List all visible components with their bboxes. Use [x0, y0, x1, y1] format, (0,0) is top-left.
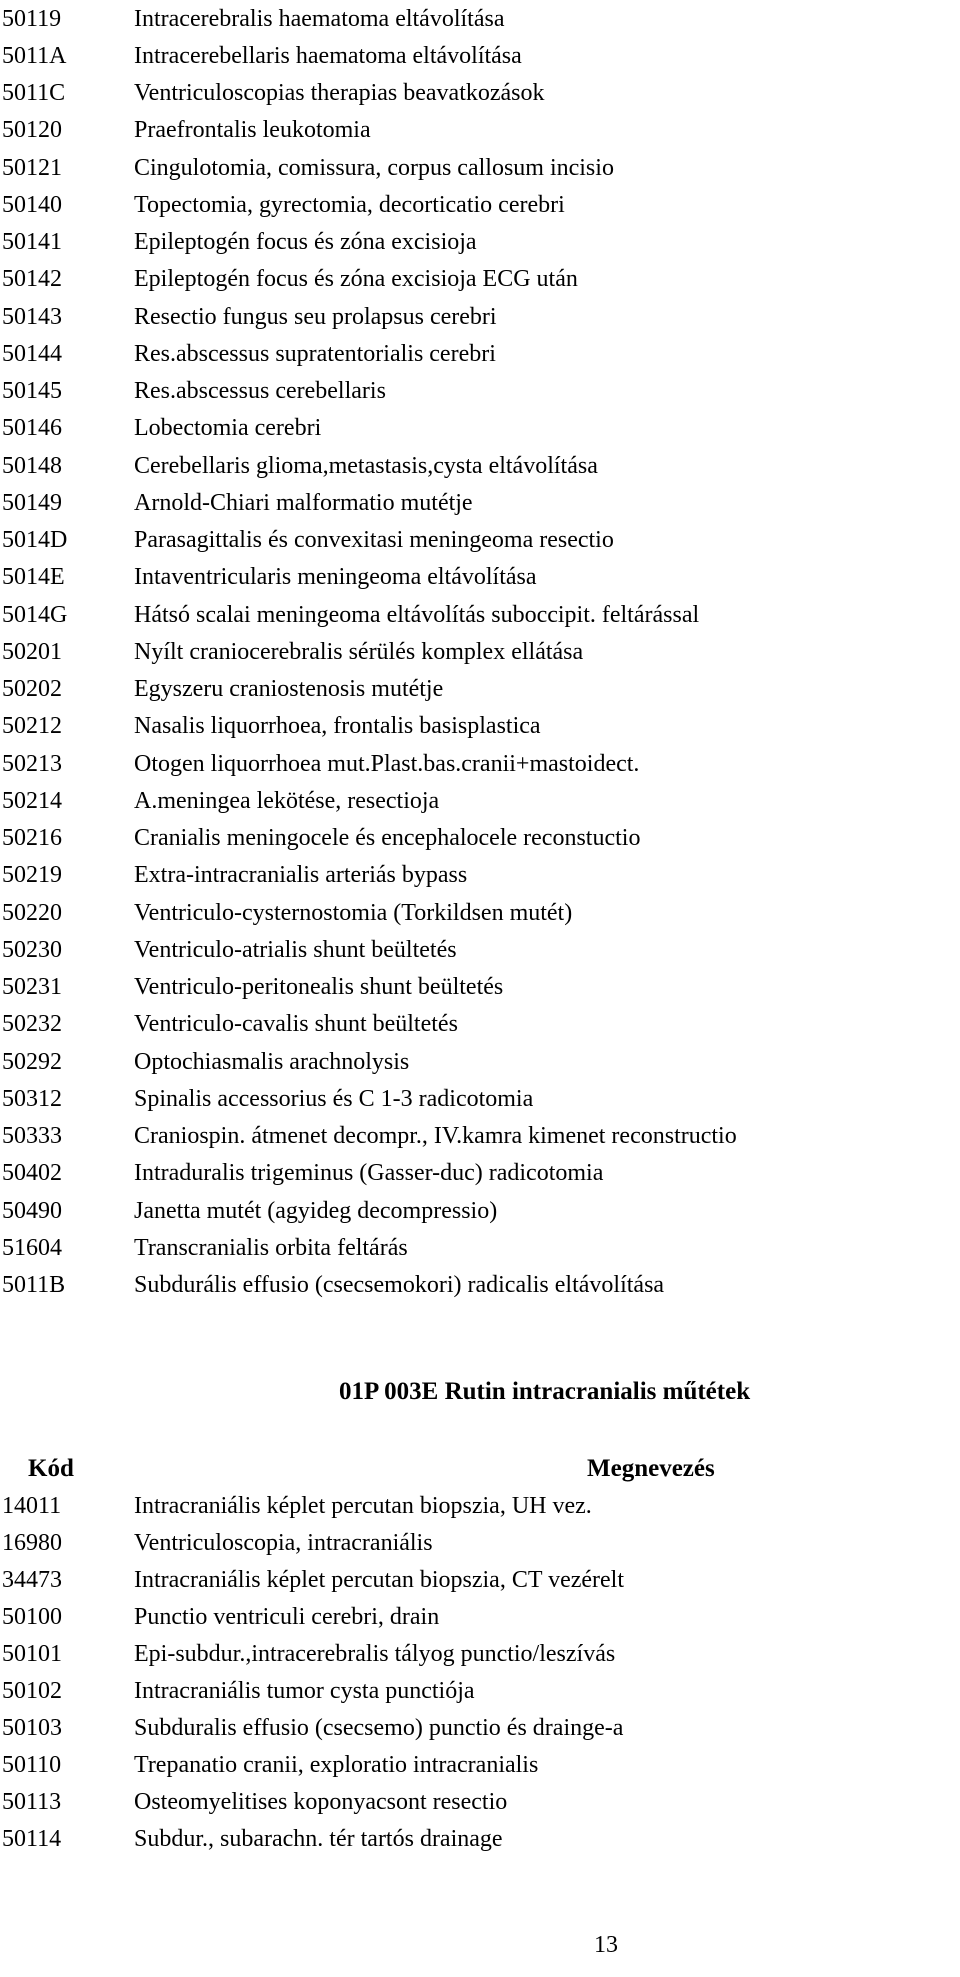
- procedure-name: Topectomia, gyrectomia, decorticatio cerebri: [134, 191, 565, 218]
- procedure-code: 5014G: [2, 601, 68, 628]
- procedure-name: Optochiasmalis arachnolysis: [134, 1048, 410, 1075]
- procedure-name: Res.abscessus cerebellaris: [134, 378, 386, 405]
- table-row: [0, 596, 737, 633]
- procedure-name: Nyílt craniocerebralis sérülés komplex ellátása: [134, 638, 584, 665]
- procedure-code: 50232: [2, 1011, 62, 1038]
- procedure-name: Nasalis liquorrhoea, frontalis basisplastica: [134, 713, 541, 740]
- procedure-name: Epi-subdur.,intracerebralis tályog punctio/leszívás: [134, 1640, 616, 1667]
- procedure-code: 50143: [2, 303, 62, 330]
- procedure-name: Craniospin. átmenet decompr., IV.kamra kimenet reconstructio: [134, 1123, 737, 1150]
- procedure-code: 50121: [2, 154, 62, 181]
- procedure-name: Extra-intracranialis arteriás bypass: [134, 862, 468, 889]
- procedure-name: Ventriculo-atrialis shunt beültetés: [134, 936, 457, 963]
- procedure-code: 50140: [2, 191, 62, 218]
- procedure-code: 50103: [2, 1715, 62, 1742]
- table-row: [0, 1006, 737, 1043]
- table-row: [0, 1043, 737, 1080]
- procedure-code: 5014D: [2, 527, 68, 554]
- procedure-name: Hátsó scalai meningeoma eltávolítás suboccipit. feltárással: [134, 601, 700, 628]
- procedure-name: Ventriculo-peritonealis shunt beültetés: [134, 974, 504, 1001]
- procedure-code: 50102: [2, 1678, 62, 1705]
- procedure-name: Punctio ventriculi cerebri, drain: [134, 1603, 440, 1630]
- table-row: [0, 708, 737, 745]
- procedure-code: 50110: [2, 1752, 62, 1779]
- table-row: [0, 410, 737, 447]
- table-row: [0, 1710, 624, 1747]
- procedure-name: Osteomyelitises koponyacsont resectio: [134, 1789, 508, 1816]
- procedure-name: Subduralis effusio (csecsemo) punctio és drainge-a: [134, 1715, 624, 1742]
- table-row: [0, 1155, 737, 1192]
- procedure-name: Subdur., subarachn. tér tartós drainage: [134, 1826, 503, 1853]
- procedure-code: 50292: [2, 1048, 62, 1075]
- table-row: [0, 1635, 624, 1672]
- procedure-name: Intracerebralis haematoma eltávolítása: [134, 5, 505, 32]
- procedure-name: Janetta mutét (agyideg decompressio): [134, 1197, 498, 1224]
- table-row: [0, 1784, 624, 1821]
- table-row: [0, 261, 737, 298]
- table-row: [0, 1118, 737, 1155]
- procedure-code: 50119: [2, 5, 62, 32]
- procedure-list-bottom: [0, 1487, 624, 1858]
- procedure-name: Transcranialis orbita feltárás: [134, 1234, 408, 1261]
- table-row: [0, 1229, 737, 1266]
- column-header-name: Megnevezés: [587, 1455, 715, 1482]
- table-row: [0, 969, 737, 1006]
- procedure-name: Trepanatio cranii, exploratio intracranialis: [134, 1752, 539, 1779]
- table-row: [0, 186, 737, 223]
- procedure-name: Egyszeru craniostenosis mutétje: [134, 676, 444, 703]
- table-row: [0, 931, 737, 968]
- procedure-name: Intracraniális képlet percutan biopszia, CT vezérelt: [134, 1566, 625, 1593]
- procedure-name: Arnold-Chiari malformatio mutétje: [134, 489, 473, 516]
- table-row: [0, 447, 737, 484]
- table-row: [0, 37, 737, 74]
- procedure-code: 50220: [2, 899, 62, 926]
- procedure-code: 50230: [2, 936, 62, 963]
- table-row: [0, 857, 737, 894]
- procedure-name: Subdurális effusio (csecsemokori) radicalis eltávolítása: [134, 1272, 665, 1299]
- table-row: [0, 1080, 737, 1117]
- table-row: [0, 633, 737, 670]
- table-row: [0, 1747, 624, 1784]
- table-row: [0, 1487, 624, 1524]
- procedure-code: 51604: [2, 1234, 62, 1261]
- procedure-code: 50312: [2, 1085, 62, 1112]
- procedure-code: 50141: [2, 229, 62, 256]
- procedure-code: 50146: [2, 415, 62, 442]
- procedure-code: 16980: [2, 1529, 62, 1556]
- procedure-name: Intraduralis trigeminus (Gasser-duc) radicotomia: [134, 1160, 604, 1187]
- procedure-name: Res.abscessus supratentorialis cerebri: [134, 340, 496, 367]
- procedure-code: 5011B: [2, 1272, 66, 1299]
- procedure-name: Cerebellaris glioma,metastasis,cysta eltávolítása: [134, 452, 598, 479]
- table-row: [0, 1672, 624, 1709]
- procedure-name: Spinalis accessorius és C 1-3 radicotomia: [134, 1085, 534, 1112]
- procedure-name: Epileptogén focus és zóna excisioja: [134, 229, 477, 256]
- table-row: [0, 298, 737, 335]
- table-row: [0, 522, 737, 559]
- procedure-code: 50213: [2, 750, 62, 777]
- table-row: [0, 149, 737, 186]
- procedure-name: Intaventricularis meningeoma eltávolítása: [134, 564, 537, 591]
- procedure-code: 50333: [2, 1123, 62, 1150]
- table-row: [0, 112, 737, 149]
- procedure-code: 50100: [2, 1603, 62, 1630]
- table-row: [0, 484, 737, 521]
- procedure-name: Epileptogén focus és zóna excisioja ECG után: [134, 266, 578, 293]
- procedure-code: 50212: [2, 713, 62, 740]
- procedure-name: Ventriculo-cavalis shunt beültetés: [134, 1011, 458, 1038]
- table-row: [0, 0, 737, 37]
- procedure-name: Ventriculoscopia, intracraniális: [134, 1529, 433, 1556]
- procedure-code: 50219: [2, 862, 62, 889]
- procedure-code: 50101: [2, 1640, 62, 1667]
- table-row: [0, 745, 737, 782]
- procedure-code: 50113: [2, 1789, 62, 1816]
- procedure-name: Praefrontalis leukotomia: [134, 117, 371, 144]
- procedure-name: Otogen liquorrhoea mut.Plast.bas.cranii+mastoidect.: [134, 750, 640, 777]
- procedure-name: Lobectomia cerebri: [134, 415, 322, 442]
- procedure-code: 50145: [2, 378, 62, 405]
- procedure-code: 50144: [2, 340, 62, 367]
- procedure-name: Intracerebellaris haematoma eltávolítása: [134, 42, 522, 69]
- procedure-name: Parasagittalis és convexitasi meningeoma resectio: [134, 527, 614, 554]
- procedure-code: 5011A: [2, 42, 67, 69]
- table-row: [0, 559, 737, 596]
- procedure-code: 50214: [2, 787, 62, 814]
- procedure-code: 14011: [2, 1492, 62, 1519]
- procedure-name: Ventriculoscopias therapias beavatkozások: [134, 80, 545, 107]
- procedure-code: 50490: [2, 1197, 62, 1224]
- table-row: [0, 1598, 624, 1635]
- table-row: [0, 224, 737, 261]
- procedure-name: Intracraniális képlet percutan biopszia, UH vez.: [134, 1492, 592, 1519]
- procedure-code: 50114: [2, 1826, 62, 1853]
- table-row: [0, 894, 737, 931]
- procedure-code: 50231: [2, 974, 62, 1001]
- procedure-code: 50216: [2, 825, 62, 852]
- procedure-name: Cingulotomia, comissura, corpus callosum incisio: [134, 154, 614, 181]
- procedure-code: 34473: [2, 1566, 62, 1593]
- procedure-name: Intracraniális tumor cysta punctiója: [134, 1678, 475, 1705]
- table-row: [0, 373, 737, 410]
- procedure-code: 50142: [2, 266, 62, 293]
- table-row: [0, 1192, 737, 1229]
- procedure-code: 50148: [2, 452, 62, 479]
- procedure-code: 50202: [2, 676, 62, 703]
- table-row: [0, 1524, 624, 1561]
- procedure-code: 50149: [2, 489, 62, 516]
- table-row: [0, 335, 737, 372]
- table-row: [0, 75, 737, 112]
- procedure-name: Resectio fungus seu prolapsus cerebri: [134, 303, 497, 330]
- table-row: [0, 671, 737, 708]
- procedure-code: 5011C: [2, 80, 66, 107]
- table-row: [0, 782, 737, 819]
- procedure-code: 50402: [2, 1160, 62, 1187]
- procedure-code: 50120: [2, 117, 62, 144]
- page-number: 13: [594, 1932, 618, 1958]
- procedure-name: Ventriculo-cysternostomia (Torkildsen mutét): [134, 899, 573, 926]
- table-row: [0, 820, 737, 857]
- procedure-code: 5014E: [2, 564, 65, 591]
- section-title: 01P 003E Rutin intracranialis műtétek: [339, 1378, 751, 1405]
- column-header-code: Kód: [28, 1455, 74, 1482]
- table-row: [0, 1821, 624, 1858]
- procedure-name: A.meningea lekötése, resectioja: [134, 787, 440, 814]
- table-row: [0, 1267, 737, 1304]
- procedure-code: 50201: [2, 638, 62, 665]
- procedure-name: Cranialis meningocele és encephalocele reconstuctio: [134, 825, 641, 852]
- table-row: [0, 1561, 624, 1598]
